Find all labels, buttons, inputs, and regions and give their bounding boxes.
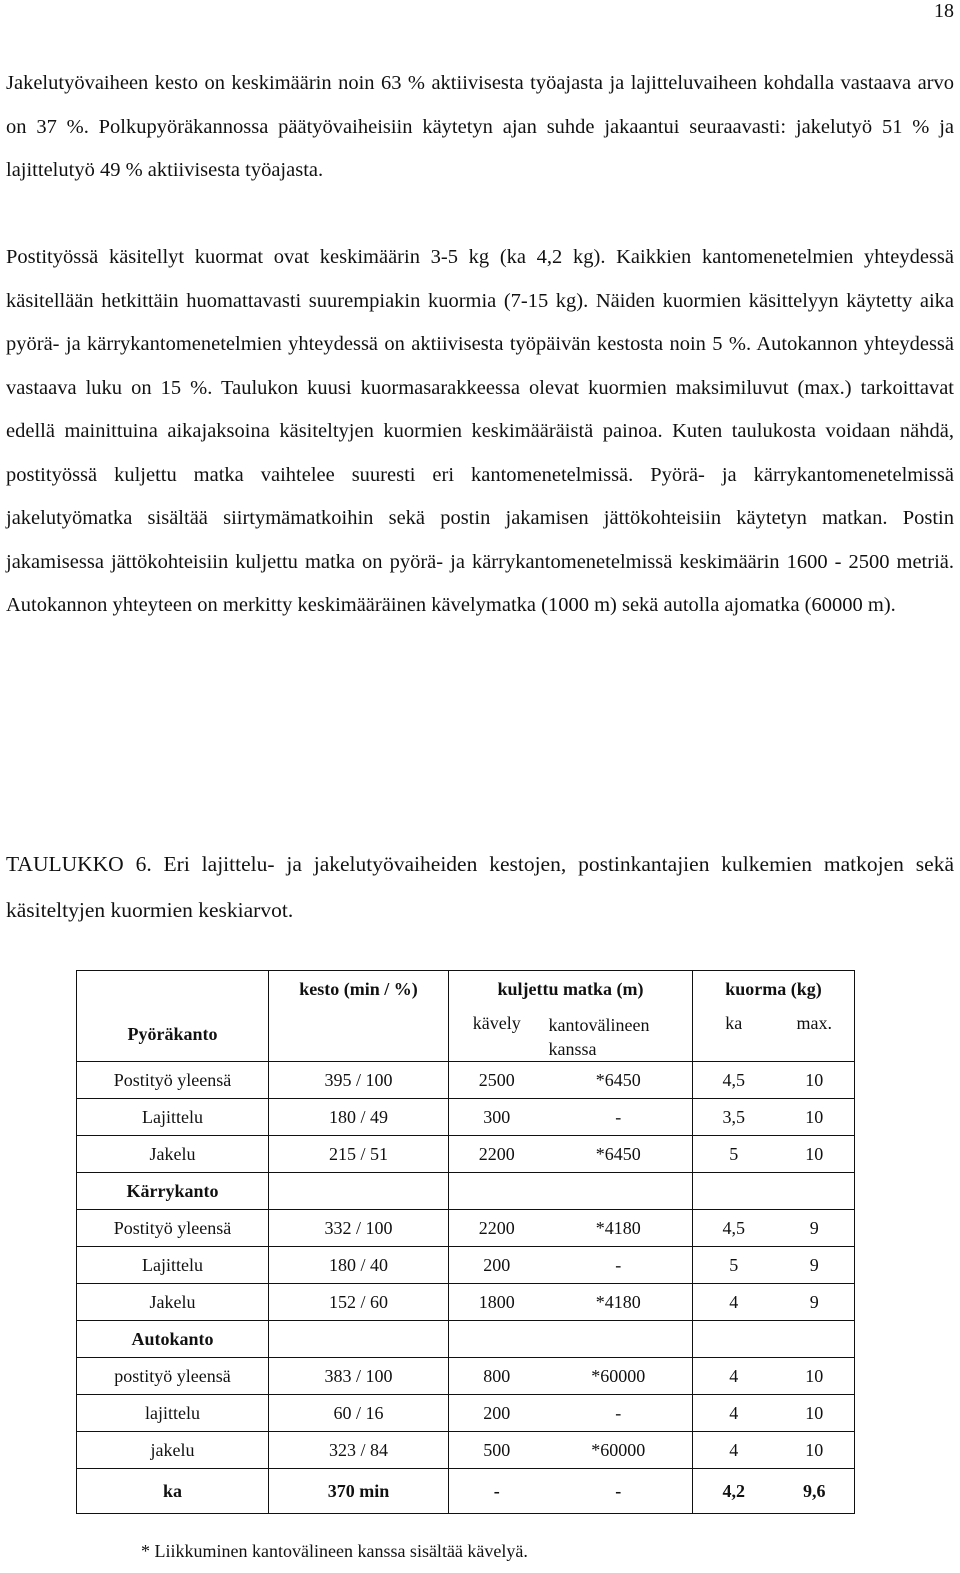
cell-ka: 4,5 <box>693 1210 775 1247</box>
subheader-kavely: kävely <box>449 1007 545 1062</box>
total-kesto: 370 min <box>269 1469 449 1514</box>
cell-ka: 3,5 <box>693 1099 775 1136</box>
table-row <box>77 1284 855 1321</box>
cell-kanto: *60000 <box>545 1358 693 1395</box>
cell-kanto: - <box>545 1395 693 1432</box>
table-row <box>77 1247 855 1284</box>
cell-kanto: *4180 <box>545 1210 693 1247</box>
paragraph-1: Jakelutyövaiheen kesto on keskimäärin noin 63 % aktiivisesta työajasta ja lajitteluvaiheen kohdalla vastaava arvo on 37 %. Polkupyöräkannossa päätyövaiheisiin käytetyn ajan suhde jakaantui seuraavasti: jakelutyö 51 % ja lajittelutyö 49 % aktiivisesta työajasta. <box>6 72 954 181</box>
empty-cell <box>693 1321 775 1358</box>
results-table <box>76 970 855 1514</box>
cell-kanto: - <box>545 1099 693 1136</box>
cell-max: 9 <box>775 1247 855 1284</box>
cell-max: 9 <box>775 1210 855 1247</box>
table-row <box>77 1062 855 1099</box>
table-total-row <box>77 1469 855 1514</box>
empty-cell <box>449 1321 545 1358</box>
paragraph-2: Postityössä käsitellyt kuormat ovat keskimäärin 3-5 kg (ka 4,2 kg). Kaikkien kantomenetelmien yhteydessä käsitellään hetkittäin huomattavasti suurempiakin kuormia (7-15 kg). Näiden kuormien käsittelyyn käytetty aika pyörä- ja kärrykantomenetelmien yhteydessä on aktiivisesta työpäivän kestosta noin 5 %. Autokannon yhteydessä vastaava luku on 15 %. Taulukon kuusi kuormasarakkeessa olevat kuormien maksimiluvut (max.) tarkoittavat edellä mainittuina aikajaksoina käsiteltyjen kuormien keskimääräistä painoa. Kuten taulukosta voidaan nähdä, postityössä kuljettu matka vaihtelee suuresti eri kantomenetelmissä. Pyörä- ja kärrykantomenetelmissä jakelutyömatka sisältää siirtymämatkoihin sekä postin jakamisen jättökohteisiin käytetyn matkan. Postin jakamisessa jättökohteisiin kuljettu matka on pyörä- ja kärrykantomenetelmissä keskimäärin 1600 - 2500 metriä. Autokannon yhteyteen on merkitty keskimääräinen kävelymatka (1000 m) sekä autolla ajomatka (60000 m). <box>6 246 954 616</box>
cell-kavely: 200 <box>449 1247 545 1284</box>
page-number: 18 <box>934 0 954 22</box>
header-empty-cell <box>77 971 269 1008</box>
total-kanto: - <box>545 1469 693 1514</box>
subheader-empty-cell <box>269 1007 449 1062</box>
subheader-kantovalineen-text: kantovälineen kanssa <box>548 1015 650 1059</box>
subheader-kantovalineen <box>545 1007 693 1062</box>
cell-kesto: 180 / 49 <box>269 1099 449 1136</box>
total-label: ka <box>77 1469 269 1514</box>
cell-kesto: 395 / 100 <box>269 1062 449 1099</box>
row-label: jakelu <box>77 1432 269 1469</box>
cell-ka: 4 <box>693 1395 775 1432</box>
empty-cell <box>269 1173 449 1210</box>
cell-max: 10 <box>775 1099 855 1136</box>
cell-max: 9 <box>775 1284 855 1321</box>
table-row <box>77 1358 855 1395</box>
cell-kanto: *6450 <box>545 1062 693 1099</box>
row-label: Lajittelu <box>77 1247 269 1284</box>
cell-max: 10 <box>775 1395 855 1432</box>
table-row <box>77 1395 855 1432</box>
cell-kavely: 2200 <box>449 1210 545 1247</box>
cell-kavely: 2500 <box>449 1062 545 1099</box>
header-kesto: kesto (min / %) <box>269 971 449 1008</box>
cell-ka: 4 <box>693 1432 775 1469</box>
row-label: Jakelu <box>77 1284 269 1321</box>
cell-kesto: 60 / 16 <box>269 1395 449 1432</box>
row-label: postityö yleensä <box>77 1358 269 1395</box>
empty-cell <box>775 1173 855 1210</box>
cell-kavely: 300 <box>449 1099 545 1136</box>
cell-max: 10 <box>775 1358 855 1395</box>
cell-ka: 4,5 <box>693 1062 775 1099</box>
table-row <box>77 1210 855 1247</box>
cell-kavely: 2200 <box>449 1136 545 1173</box>
cell-kavely: 500 <box>449 1432 545 1469</box>
cell-max: 10 <box>775 1136 855 1173</box>
total-max: 9,6 <box>775 1469 855 1514</box>
header-matka: kuljettu matka (m) <box>449 971 693 1008</box>
cell-kavely: 1800 <box>449 1284 545 1321</box>
empty-cell <box>775 1321 855 1358</box>
cell-max: 10 <box>775 1432 855 1469</box>
empty-cell <box>545 1173 693 1210</box>
group-label-karrykanto: Kärrykanto <box>77 1173 269 1210</box>
cell-kesto: 152 / 60 <box>269 1284 449 1321</box>
group-header-row <box>77 1173 855 1210</box>
group-label-autokanto: Autokanto <box>77 1321 269 1358</box>
cell-kavely: 200 <box>449 1395 545 1432</box>
subheader-ka: ka <box>693 1007 775 1062</box>
cell-ka: 4 <box>693 1358 775 1395</box>
footnote: * Liikkuminen kantovälineen kanssa sisältää kävelyä. <box>141 1541 528 1561</box>
cell-kesto: 215 / 51 <box>269 1136 449 1173</box>
table-row <box>77 1099 855 1136</box>
cell-kavely: 800 <box>449 1358 545 1395</box>
table-row <box>77 1432 855 1469</box>
row-label: Postityö yleensä <box>77 1062 269 1099</box>
empty-cell <box>545 1321 693 1358</box>
cell-ka: 4 <box>693 1284 775 1321</box>
group-header-row <box>77 1321 855 1358</box>
table-header-row <box>77 971 855 1008</box>
cell-kesto: 383 / 100 <box>269 1358 449 1395</box>
table-subheader-row <box>77 1007 855 1062</box>
table-caption: TAULUKKO 6. Eri lajittelu- ja jakelutyövaiheiden kestojen, postinkantajien kulkemien matkojen sekä käsiteltyjen kuormien keskiarvot. <box>6 852 954 922</box>
cell-kesto: 323 / 84 <box>269 1432 449 1469</box>
row-label: Jakelu <box>77 1136 269 1173</box>
header-kuorma: kuorma (kg) <box>693 971 855 1008</box>
total-kavely: - <box>449 1469 545 1514</box>
empty-cell <box>449 1173 545 1210</box>
subheader-max: max. <box>775 1007 855 1062</box>
cell-kanto: *4180 <box>545 1284 693 1321</box>
cell-max: 10 <box>775 1062 855 1099</box>
cell-kesto: 332 / 100 <box>269 1210 449 1247</box>
cell-kesto: 180 / 40 <box>269 1247 449 1284</box>
empty-cell <box>693 1173 775 1210</box>
empty-cell <box>269 1321 449 1358</box>
total-ka: 4,2 <box>693 1469 775 1514</box>
cell-kanto: *6450 <box>545 1136 693 1173</box>
cell-ka: 5 <box>693 1136 775 1173</box>
cell-kanto: *60000 <box>545 1432 693 1469</box>
row-label: Postityö yleensä <box>77 1210 269 1247</box>
cell-ka: 5 <box>693 1247 775 1284</box>
cell-kanto: - <box>545 1247 693 1284</box>
table-row <box>77 1136 855 1173</box>
group-label-pyorakanto: Pyöräkanto <box>77 1007 269 1062</box>
row-label: lajittelu <box>77 1395 269 1432</box>
row-label: Lajittelu <box>77 1099 269 1136</box>
